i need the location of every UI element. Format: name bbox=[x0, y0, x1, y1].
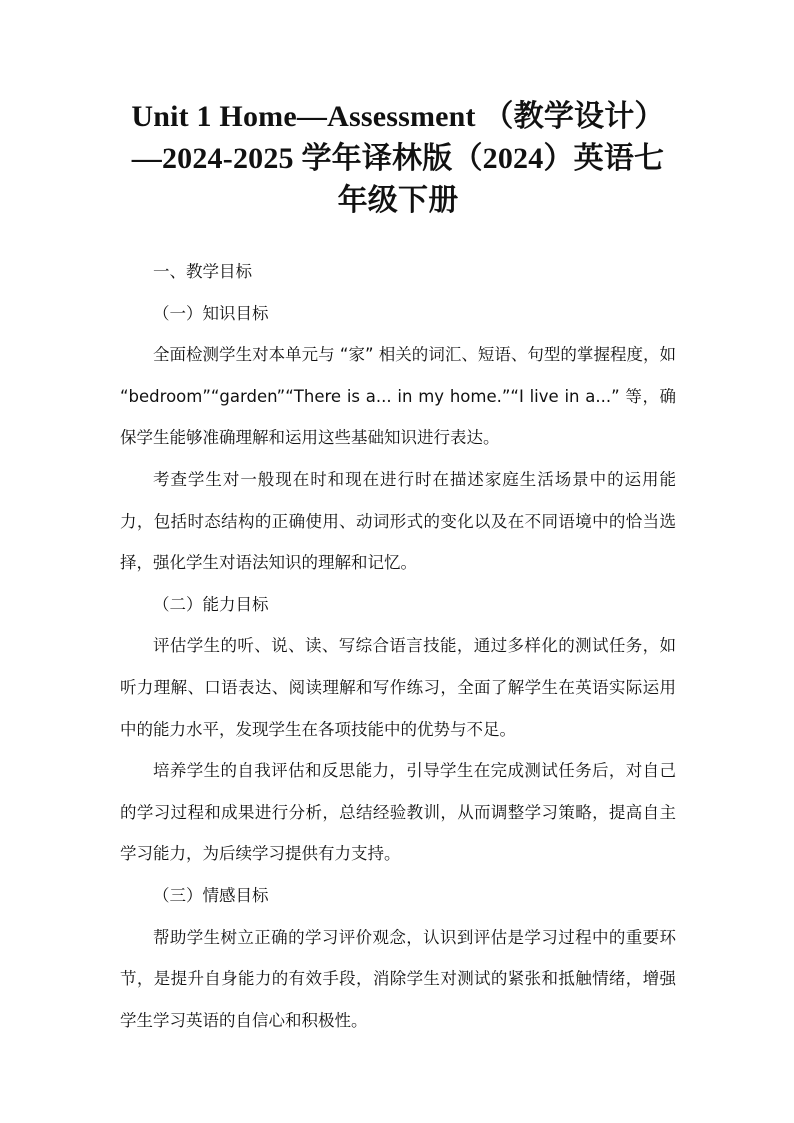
paragraph-knowledge-2: 考查学生对一般现在时和现在进行时在描述家庭生活场景中的运用能力，包括时态结构的正确使用、动词形式的变化以及在不同语境中的恰当选择，强化学生对语法知识的理解和记忆。 bbox=[120, 469, 676, 573]
paragraph-knowledge-1: 全面检测学生对本单元与 “家” 相关的词汇、短语、句型的掌握程度，如 “bedroom”“garden”“There is a... in my home.”“I live in a...” 等，确保学生能够准确理解和运用这些基础知识进行表达。 bbox=[120, 345, 676, 448]
paragraph-emotional-1: 帮助学生树立正确的学习评价观念，认识到评估是学习过程中的重要环节，是提升自身能力的有效手段，消除学生对测试的紧张和抵触情绪，增强学生学习英语的自信心和积极性。 bbox=[120, 927, 676, 1030]
paragraph-ability-2: 培养学生的自我评估和反思能力，引导学生在完成测试任务后，对自己的学习过程和成果进行分析，总结经验教训，从而调整学习策略，提高自主学习能力，为后续学习提供有力支持。 bbox=[120, 761, 676, 864]
title-line-2: —2024-2025 学年译林版（2024）英语七 bbox=[131, 142, 665, 175]
title-line-1: Unit 1 Home—Assessment （教学设计） bbox=[131, 100, 665, 133]
document-body bbox=[120, 251, 676, 1041]
section-heading-teaching-goals: 一、教学目标 bbox=[153, 262, 252, 281]
document-title bbox=[120, 96, 676, 222]
subheading-emotional-goals: （三）情感目标 bbox=[153, 885, 269, 905]
paragraph-ability-1: 评估学生的听、说、读、写综合语言技能，通过多样化的测试任务，如听力理解、口语表达、阅读理解和写作练习，全面了解学生在英语实际运用中的能力水平，发现学生在各项技能中的优势与不足。 bbox=[120, 636, 676, 739]
subheading-knowledge-goals: （一）知识目标 bbox=[153, 303, 269, 323]
subheading-ability-goals: （二）能力目标 bbox=[153, 594, 269, 614]
title-line-3: 年级下册 bbox=[337, 184, 459, 217]
